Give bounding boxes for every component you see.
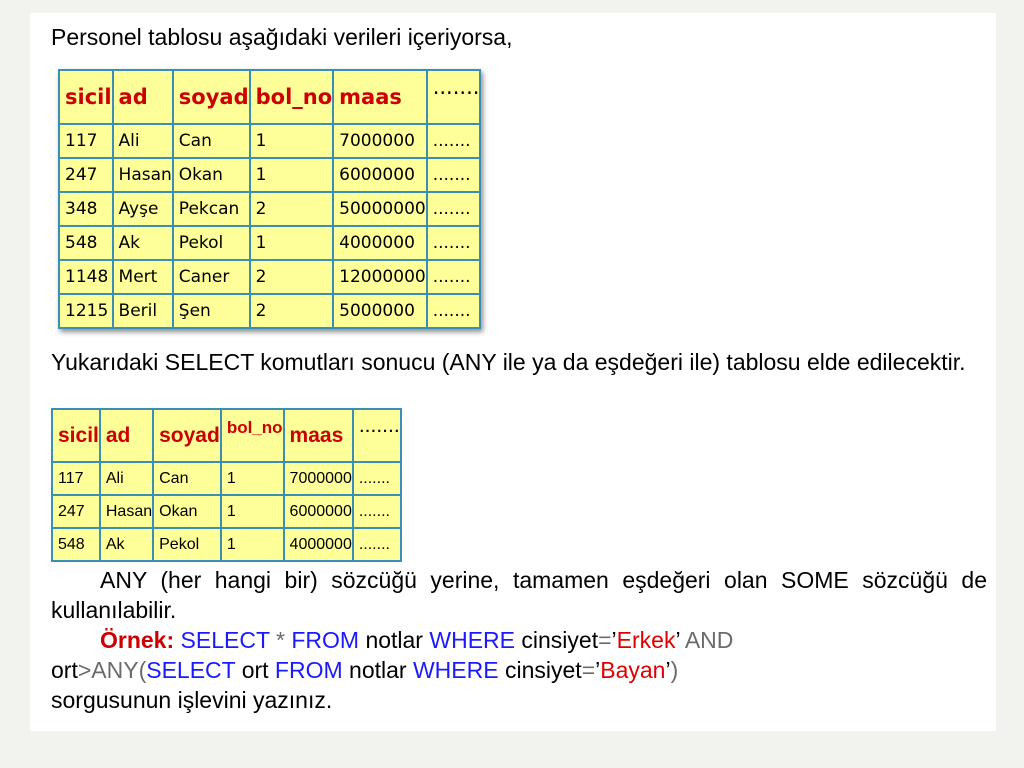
op-eq-1: = — [598, 627, 612, 653]
header-cell: sicil — [59, 70, 113, 124]
table-name-2: notlar — [349, 657, 407, 683]
personel-table — [58, 69, 481, 329]
result-table — [51, 408, 402, 562]
table-cell: 117 — [52, 462, 100, 495]
op-gt: > — [77, 657, 92, 683]
kw-select-2: SELECT — [146, 657, 236, 683]
table-row — [52, 528, 401, 561]
example-label: Örnek: — [100, 627, 175, 653]
table-cell: Şen — [173, 294, 250, 328]
kw-where-1: WHERE — [429, 627, 515, 653]
op-eq-2: = — [581, 657, 596, 683]
header-row — [52, 409, 401, 462]
table-cell: Beril — [113, 294, 173, 328]
column-name-1: cinsiyet — [521, 627, 599, 653]
table-cell: 1148 — [59, 260, 113, 294]
kw-from-1: FROM — [291, 627, 360, 653]
header-row — [59, 70, 480, 124]
table-row — [59, 124, 480, 158]
table-cell: 1 — [221, 462, 284, 495]
quote-open-2: ’ — [595, 657, 601, 683]
table-cell: Ali — [113, 124, 173, 158]
table-cell: 4000000 — [284, 528, 353, 561]
table-cell: Can — [173, 124, 250, 158]
table-cell: 12000000 — [333, 260, 427, 294]
table-row — [59, 260, 480, 294]
table-cell: 5000000 — [333, 294, 427, 328]
table-cell: ....... — [427, 260, 481, 294]
table-cell: ....... — [427, 226, 481, 260]
table-cell: Ak — [100, 528, 153, 561]
header-cell: sicil — [52, 409, 100, 462]
table-cell: 1 — [250, 158, 334, 192]
table-cell: Okan — [153, 495, 221, 528]
table-cell: 6000000 — [333, 158, 427, 192]
table-name-1: notlar — [365, 627, 423, 653]
kw-and: AND — [684, 627, 734, 653]
table-row — [59, 192, 480, 226]
column-ort-1: ort — [51, 657, 78, 683]
table-cell: 2 — [250, 192, 334, 226]
table-cell: ....... — [353, 462, 401, 495]
header-cell: ....... — [353, 409, 401, 462]
table-cell: Hasan — [100, 495, 153, 528]
table-cell: ....... — [427, 158, 481, 192]
table-cell: Pekol — [153, 528, 221, 561]
table-cell: ....... — [427, 124, 481, 158]
table-cell: Can — [153, 462, 221, 495]
question-tail: sorgusunun işlevini yazınız. — [51, 687, 333, 713]
column-name-2: cinsiyet — [504, 657, 582, 683]
table-cell: 7000000 — [284, 462, 353, 495]
table-cell: ....... — [427, 294, 481, 328]
header-cell: ad — [113, 70, 173, 124]
example-paragraph — [51, 625, 987, 715]
kw-from-2: FROM — [274, 657, 343, 683]
string-value-2: Bayan — [600, 657, 666, 683]
table-cell: ....... — [427, 192, 481, 226]
header-cell: ad — [100, 409, 153, 462]
table-row — [59, 294, 480, 328]
header-cell: maas — [333, 70, 427, 124]
table-cell: 548 — [59, 226, 113, 260]
table-cell: 2 — [250, 260, 334, 294]
table-cell: Hasan — [113, 158, 173, 192]
table-cell: 2 — [250, 294, 334, 328]
table-row — [59, 226, 480, 260]
header-cell: soyad — [153, 409, 221, 462]
table-row — [52, 495, 401, 528]
table-cell: Mert — [113, 260, 173, 294]
table-cell: 247 — [59, 158, 113, 192]
table-cell: 1 — [250, 226, 334, 260]
table-cell: Ayşe — [113, 192, 173, 226]
table-cell: Ak — [113, 226, 173, 260]
header-cell: soyad — [173, 70, 250, 124]
table-cell: 348 — [59, 192, 113, 226]
table-cell: 1 — [221, 528, 284, 561]
table-cell: Pekol — [173, 226, 250, 260]
table-cell: 1 — [250, 124, 334, 158]
table-cell: 117 — [59, 124, 113, 158]
any-some-note — [51, 565, 987, 625]
kw-any: ANY( — [91, 657, 147, 683]
result-description: Yukarıdaki SELECT komutları sonucu (ANY ile ya da eşdeğeri ile) tablosu elde edilecektir. — [51, 349, 966, 375]
table-cell: Okan — [173, 158, 250, 192]
header-cell: maas — [284, 409, 353, 462]
quote-close-2: ’ — [665, 657, 671, 683]
any-some-text: ANY (her hangi bir) sözcüğü yerine, tamamen eşdeğeri olan SOME sözcüğü de kullanılabilir. — [51, 567, 987, 623]
table-cell: Caner — [173, 260, 250, 294]
kw-where-2: WHERE — [412, 657, 499, 683]
table-row — [52, 462, 401, 495]
kw-select-1: SELECT — [180, 627, 270, 653]
intro-text: Personel tablosu aşağıdaki verileri içeriyorsa, — [51, 24, 513, 50]
op-star: * — [275, 627, 285, 653]
table-cell: 4000000 — [333, 226, 427, 260]
table-cell: 247 — [52, 495, 100, 528]
table-cell: Ali — [100, 462, 153, 495]
header-cell: ....... — [427, 70, 481, 124]
quote-open-1: ’ — [611, 627, 617, 653]
table-row — [59, 158, 480, 192]
table-cell: 548 — [52, 528, 100, 561]
string-value-1: Erkek — [616, 627, 676, 653]
close-paren: ) — [670, 657, 679, 683]
table-cell: 7000000 — [333, 124, 427, 158]
table-cell: 1215 — [59, 294, 113, 328]
table-cell: Pekcan — [173, 192, 250, 226]
table-cell: 6000000 — [284, 495, 353, 528]
quote-close-1: ’ — [675, 627, 680, 653]
column-ort-2: ort — [241, 657, 269, 683]
table-cell: 1 — [221, 495, 284, 528]
header-cell: bol_no — [250, 70, 334, 124]
table-cell: 50000000 — [333, 192, 427, 226]
table-cell: ....... — [353, 495, 401, 528]
header-cell: bol_no — [221, 409, 284, 462]
table-cell: ....... — [353, 528, 401, 561]
